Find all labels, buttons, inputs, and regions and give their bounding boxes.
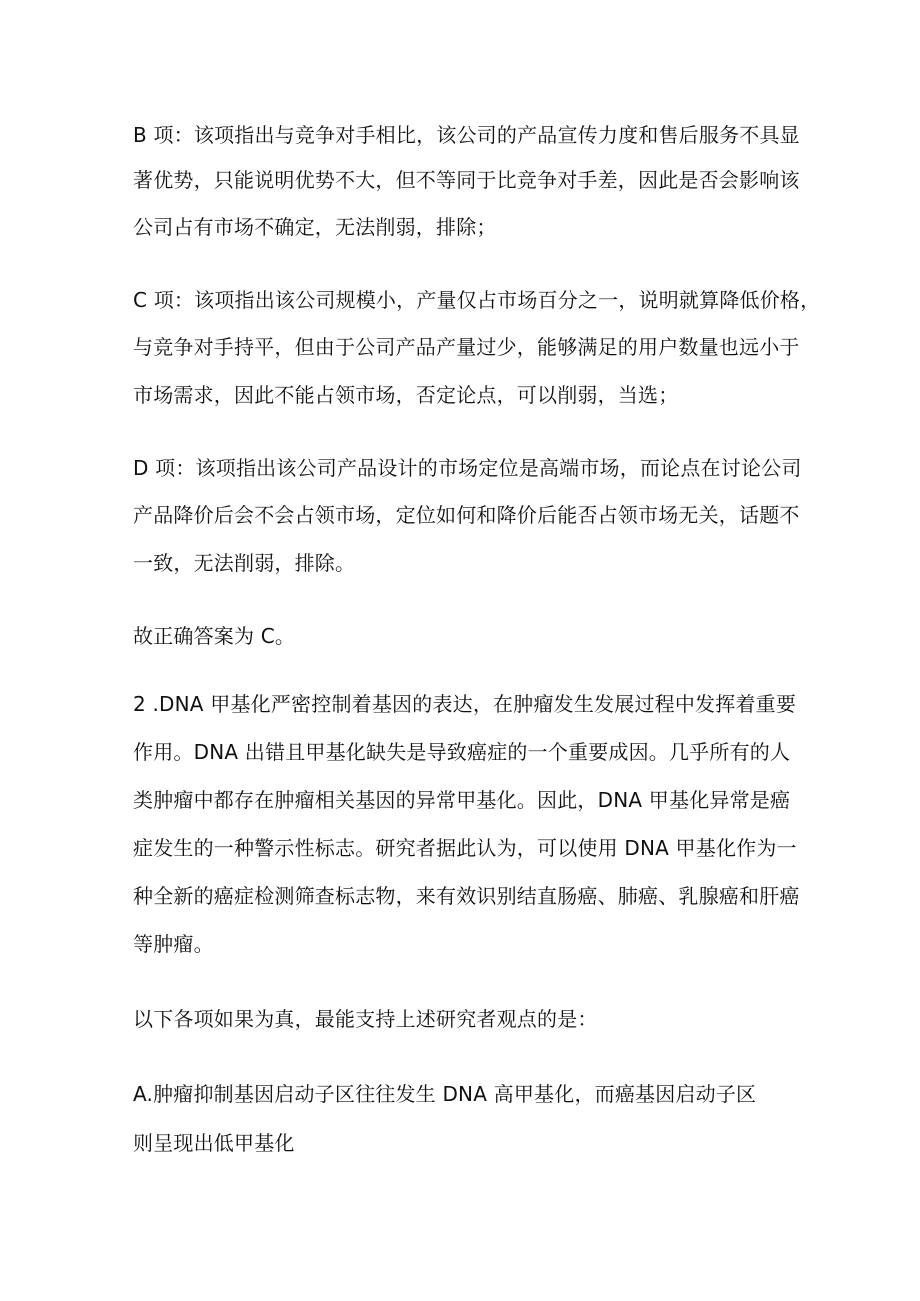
question-2-line-2: 作用。DNA 出错且甲基化缺失是导致癌症的一个重要成因。几乎所有的人 [133,740,791,764]
option-c-line-1: C 项：该项指出该公司规模小，产量仅占市场百分之一，说明就算降低价格， [133,288,821,312]
question-2-line-1: 2 .DNA 甲基化严密控制着基因的表达，在肿瘤发生发展过程中发挥着重要 [133,692,797,716]
question-2-line-5: 种全新的癌症检测筛查标志物，来有效识别结直肠癌、肺癌、乳腺癌和肝癌 [133,884,800,908]
option-d-line-1: D 项：该项指出该公司产品设计的市场定位是高端市场，而论点在讨论公司 [133,456,802,480]
option-d-line-3: 一致，无法削弱，排除。 [133,551,356,575]
question-2-line-6: 等肿瘤。 [133,932,214,956]
option-a-line-2: 则呈现出低甲基化 [133,1131,295,1155]
option-d-line-2: 产品降价后会不会占领市场，定位如何和降价后能否占领市场无关，话题不 [133,503,800,527]
option-b-line-1: B 项：该项指出与竞争对手相比，该公司的产品宣传力度和售后服务不具显 [133,123,800,147]
question-2-line-4: 症发生的一种警示性标志。研究者据此认为，可以使用 DNA 甲基化作为一 [133,836,797,860]
option-c-line-2: 与竞争对手持平，但由于公司产品产量过少，能够满足的用户数量也远小于 [133,335,800,359]
option-c-line-3: 市场需求，因此不能占领市场，否定论点，可以削弱，当选； [133,383,679,407]
question-2-line-3: 类肿瘤中都存在肿瘤相关基因的异常甲基化。因此，DNA 甲基化异常是癌 [133,788,791,812]
option-b-line-3: 公司占有市场不确定，无法削弱，排除； [133,215,497,239]
question-prompt-line: 以下各项如果为真，最能支持上述研究者观点的是： [133,1007,598,1031]
option-a-line-1: A.肿瘤抑制基因启动子区往往发生 DNA 高甲基化，而癌基因启动子区 [133,1082,757,1106]
answer-line: 故正确答案为 C。 [133,624,296,648]
option-b-line-2: 著优势，只能说明优势不大，但不等同于比竞争对手差，因此是否会影响该 [133,168,800,192]
